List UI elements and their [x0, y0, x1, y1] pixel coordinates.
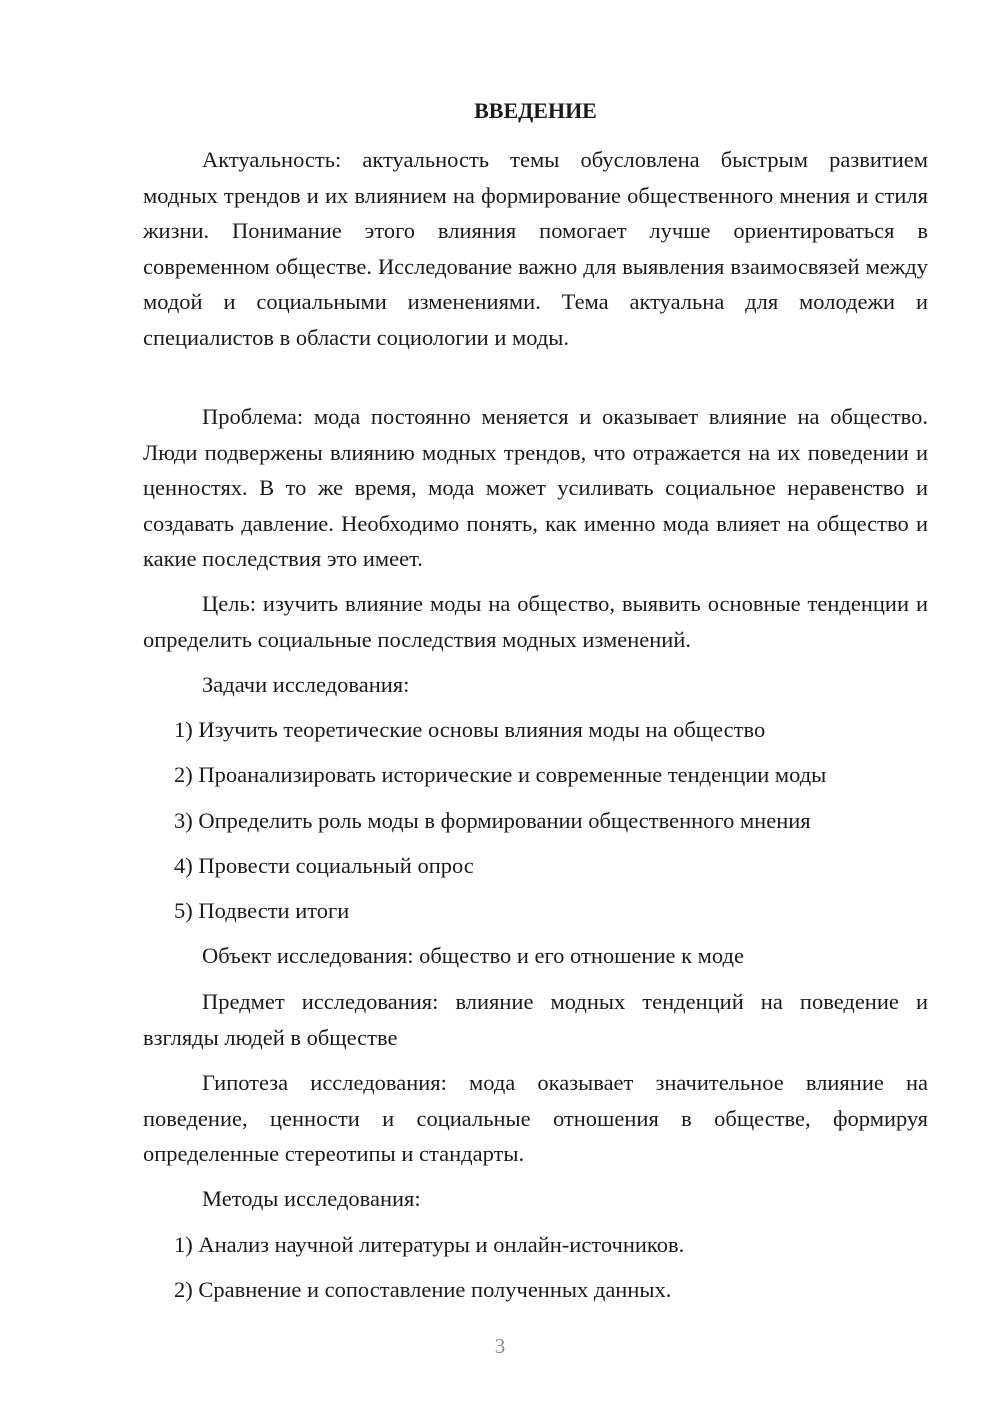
- task-item: 2) Проанализировать исторические и современные тенденции моды: [174, 762, 827, 787]
- section-heading: ВВЕДЕНИЕ: [474, 98, 597, 123]
- hypothesis-paragraph: Гипотеза исследования: мода оказывает значительное влияние на поведение, ценности и социальные отношения в обществе, формируя определенные стереотипы и стандарты.: [143, 1070, 928, 1166]
- subject-paragraph: Предмет исследования: влияние модных тенденций на поведение и взгляды людей в обществе: [143, 989, 928, 1050]
- tasks-label: Задачи исследования:: [202, 672, 410, 697]
- relevance-paragraph: Актуальность: актуальность темы обусловлена быстрым развитием модных трендов и их влиянием на формирование общественного мнения и стиля жизни. Понимание этого влияния помогает лучше ориентироваться в современном обществе. Исследование важно для выявления взаимосвязей между модой и социальными изменениями. Тема актуальна для молодежи и специалистов в области социологии и моды.: [143, 147, 928, 350]
- task-item: 1) Изучить теоретические основы влияния моды на общество: [174, 717, 766, 742]
- task-item: 4) Провести социальный опрос: [174, 853, 474, 878]
- goal-paragraph: Цель: изучить влияние моды на общество, выявить основные тенденции и определить социальные последствия модных изменений.: [143, 591, 928, 652]
- problem-paragraph: Проблема: мода постоянно меняется и оказывает влияние на общество. Люди подвержены влиянию модных трендов, что отражается на их поведении и ценностях. В то же время, мода может усиливать социальное неравенство и создавать давление. Необходимо понять, как именно мода влияет на общество и какие последствия это имеет.: [143, 404, 928, 571]
- method-item: 2) Сравнение и сопоставление полученных данных.: [174, 1277, 672, 1302]
- object-line: Объект исследования: общество и его отношение к моде: [202, 943, 744, 968]
- page-number: 3: [494, 1334, 506, 1358]
- methods-label: Методы исследования:: [202, 1186, 421, 1211]
- method-item: 1) Анализ научной литературы и онлайн-источников.: [174, 1232, 685, 1257]
- task-item: 3) Определить роль моды в формировании общественного мнения: [174, 808, 811, 833]
- task-item: 5) Подвести итоги: [174, 898, 350, 923]
